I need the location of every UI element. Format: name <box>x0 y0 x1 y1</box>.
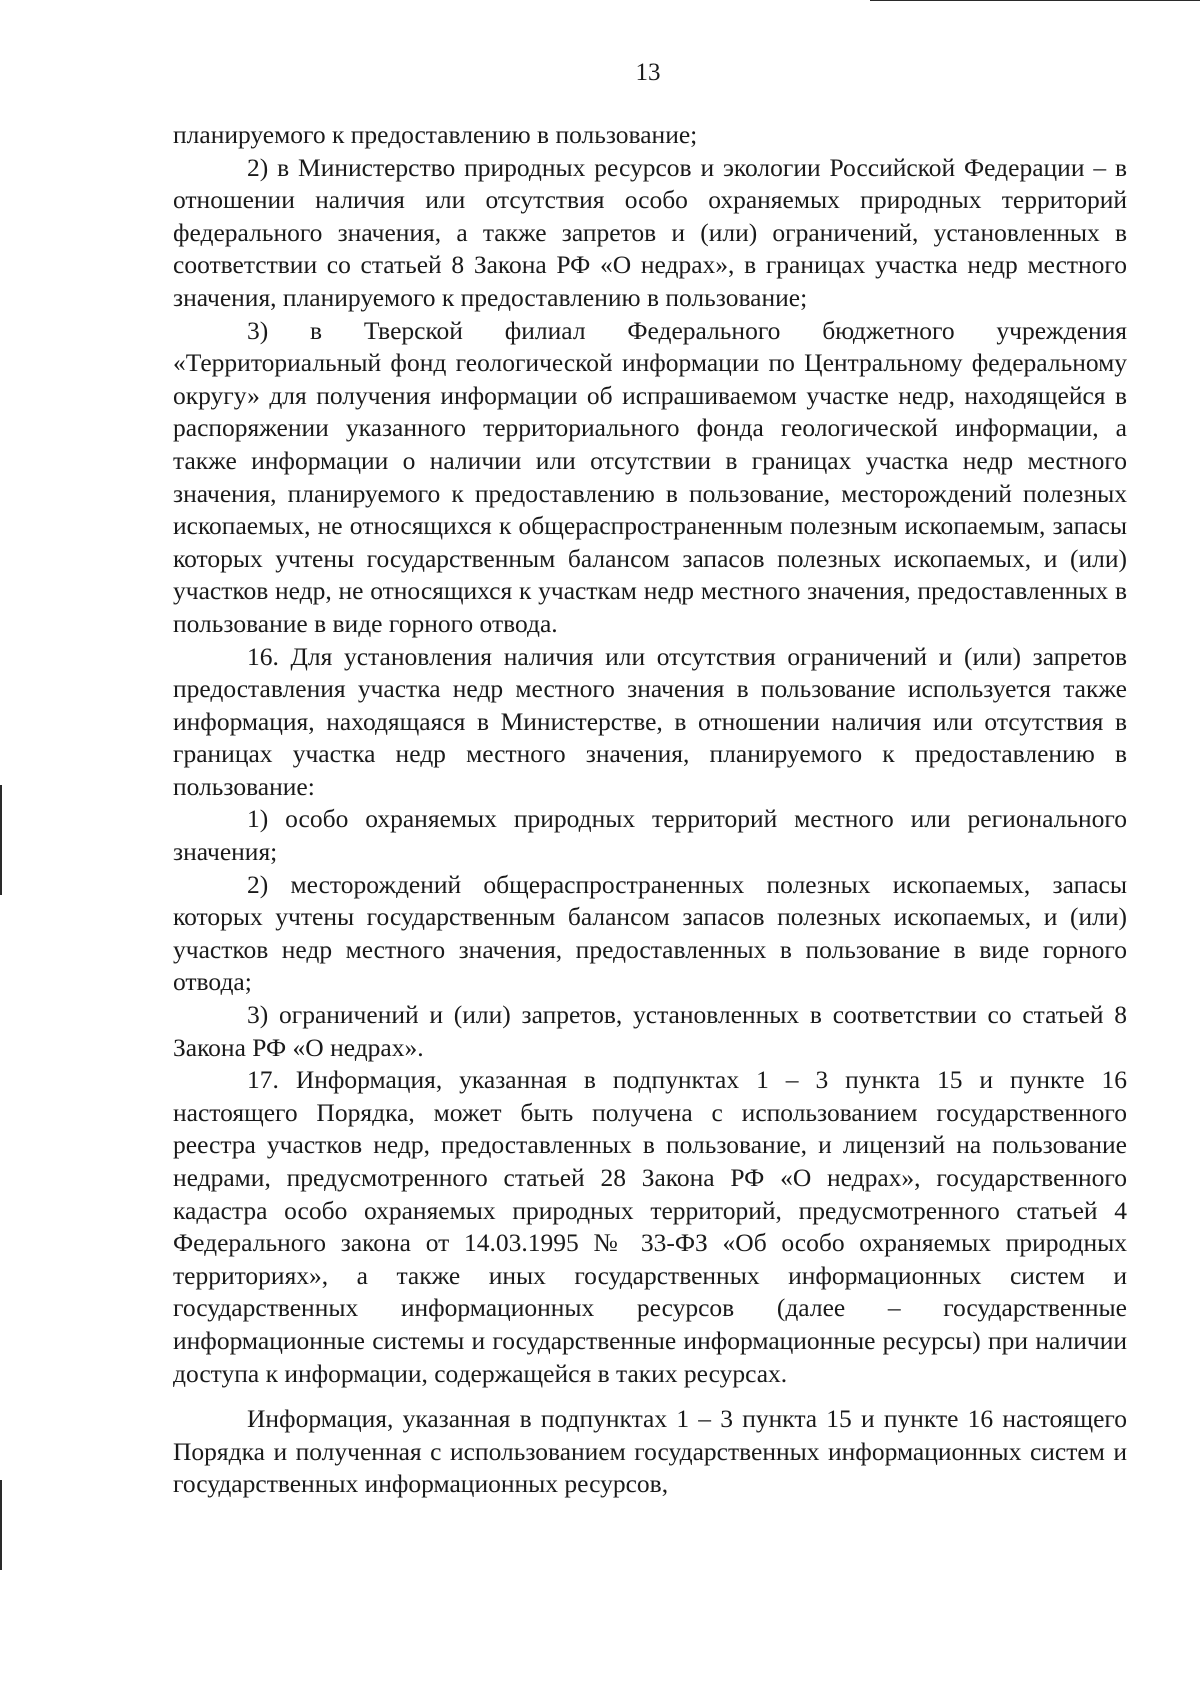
paragraph-clause-17: 17. Информация, указанная в подпунктах 1 – 3 пункта 15 и пункте 16 настоящего Порядка, может быть получена с использованием государственного реестра участков недр, предоставленных в пользование, и лицензий на пользование недрами, предусмотренного статьей 28 Закона РФ «О недрах», государственного кадастра особо охраняемых природных территорий, предусмотренного статьей 4 Федерального закона от 14.03.1995 № 33-ФЗ «Об особо охраняемых природных территориях», а также иных государственных информационных систем и государственных информационных ресурсов (далее – государственные информационные системы и государственные информационные ресурсы) при наличии доступа к информации, содержащейся в таких ресурсах. <box>173 1065 1127 1388</box>
scan-edge-line-top <box>870 0 1200 1</box>
page-number: 13 <box>635 59 661 86</box>
document-body <box>173 119 1127 1501</box>
paragraph-item-2-ministry: 2) в Министерство природных ресурсов и экологии Российской Федерации – в отношении наличия или отсутствия особо охраняемых природных территорий федерального значения, а также запретов и (или) ограничений, установленных в соответствии со статьей 8 Закона РФ «О недрах», в границах участка недр местного значения, планируемого к предоставлению в пользование; <box>173 152 1127 312</box>
paragraph-information-note: Информация, указанная в подпунктах 1 – 3 пункта 15 и пункте 16 настоящего Порядка и полученная с использованием государственных информационных систем и государственных информационных ресурсов, <box>173 1404 1127 1499</box>
paragraph-item-3-tver-branch: 3) в Тверской филиал Федерального бюджетного учреждения «Территориальный фонд геологической информации по Центральному федеральному округу» для получения информации об испрашиваемом участке недр, находящейся в распоряжении указанного территориального фонда геологической информации, а также информации о наличии или отсутствии в границах участка недр местного значения, планируемого к предоставлению в пользование, месторождений полезных ископаемых, не относящихся к общераспространенным полезным ископаемым, запасы которых учтены государственным балансом запасов полезных ископаемых, и (или) участков недр, не относящихся к участкам недр местного значения, предоставленных в пользование в виде горного отвода. <box>173 315 1127 638</box>
paragraph-continuation: планируемого к предоставлению в пользование; <box>173 120 698 149</box>
scan-edge-line-left <box>0 785 2 895</box>
paragraph-clause-16-item-1: 1) особо охраняемых природных территорий местного или регионального значения; <box>173 804 1127 867</box>
paragraph-clause-16-item-3: 3) ограничений и (или) запретов, установленных в соответствии со статьей 8 Закона РФ «О недрах». <box>173 1000 1127 1062</box>
scan-edge-line-left-lower <box>0 1480 2 1570</box>
paragraph-clause-16-item-2: 2) месторождений общераспространенных полезных ископаемых, запасы которых учтены государственным балансом запасов полезных ископаемых, и (или) участков недр местного значения, предоставленных в пользование в виде горного отвода; <box>173 869 1127 997</box>
paragraph-clause-16: 16. Для установления наличия или отсутствия ограничений и (или) запретов предоставления участка недр местного значения в пользование используется также информация, находящаяся в Министерстве, в отношении наличия или отсутствия в границах участка недр местного значения, планируемого к предоставлению в пользование: <box>173 641 1127 801</box>
